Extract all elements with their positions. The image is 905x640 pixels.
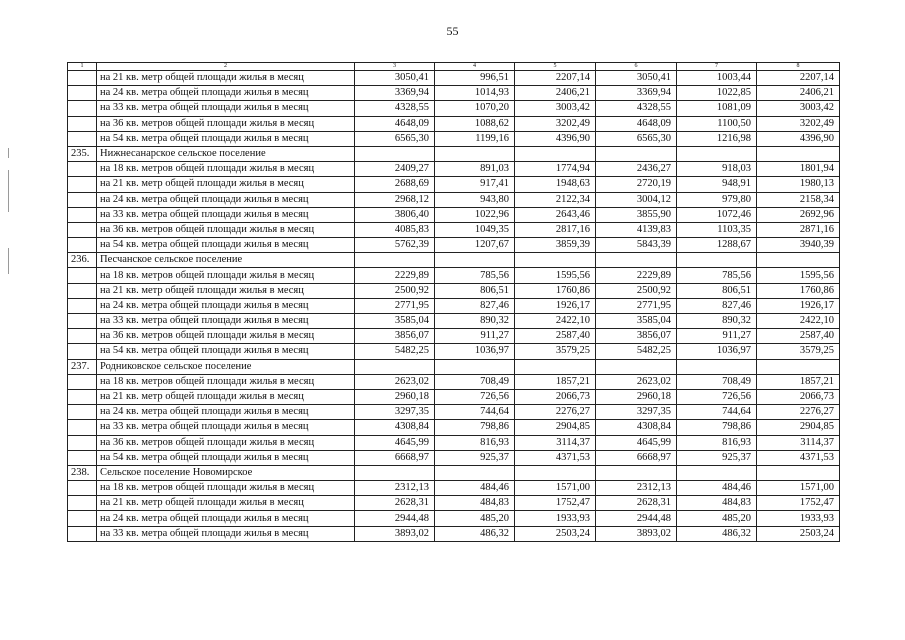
value-cell: 2904,85	[515, 420, 596, 435]
value-cell: 2587,40	[515, 329, 596, 344]
value-cell: 2422,10	[757, 314, 840, 329]
value-cell: 3297,35	[596, 405, 677, 420]
row-index	[68, 481, 97, 496]
row-label: на 24 кв. метра общей площади жилья в месяц	[97, 511, 355, 526]
value-cell: 2229,89	[355, 268, 435, 283]
row-index	[68, 496, 97, 511]
value-cell: 1752,47	[515, 496, 596, 511]
row-label: на 54 кв. метра общей площади жилья в месяц	[97, 131, 355, 146]
table-row	[68, 71, 840, 86]
row-index	[68, 222, 97, 237]
row-label: на 36 кв. метров общей площади жилья в месяц	[97, 116, 355, 131]
value-cell: 484,46	[435, 481, 515, 496]
value-cell	[515, 146, 596, 161]
value-cell: 744,64	[677, 405, 757, 420]
value-cell: 486,32	[435, 526, 515, 541]
value-cell: 2276,27	[515, 405, 596, 420]
value-cell: 2771,95	[596, 298, 677, 313]
value-cell: 1003,44	[677, 71, 757, 86]
value-cell: 708,49	[435, 374, 515, 389]
value-cell: 5482,25	[596, 344, 677, 359]
value-cell: 3369,94	[596, 86, 677, 101]
row-index	[68, 298, 97, 313]
value-cell: 816,93	[435, 435, 515, 450]
value-cell: 4648,09	[355, 116, 435, 131]
value-cell: 979,80	[677, 192, 757, 207]
value-cell: 943,80	[435, 192, 515, 207]
value-cell	[355, 253, 435, 268]
value-cell: 2503,24	[757, 526, 840, 541]
value-cell: 3859,39	[515, 238, 596, 253]
value-cell: 827,46	[677, 298, 757, 313]
value-cell: 1595,56	[757, 268, 840, 283]
settlement-row	[68, 253, 840, 268]
row-label: на 33 кв. метра общей площади жилья в месяц	[97, 101, 355, 116]
value-cell	[435, 253, 515, 268]
value-cell: 3940,39	[757, 238, 840, 253]
table-row	[68, 450, 840, 465]
row-index	[68, 177, 97, 192]
settlement-row	[68, 146, 840, 161]
value-cell: 2158,34	[757, 192, 840, 207]
row-index	[68, 374, 97, 389]
row-label: на 18 кв. метров общей площади жилья в месяц	[97, 481, 355, 496]
value-cell: 1857,21	[757, 374, 840, 389]
value-cell: 4396,90	[757, 131, 840, 146]
value-cell: 2771,95	[355, 298, 435, 313]
value-cell: 2944,48	[596, 511, 677, 526]
value-cell: 744,64	[435, 405, 515, 420]
value-cell: 3585,04	[355, 314, 435, 329]
table-row	[68, 374, 840, 389]
row-index	[68, 435, 97, 450]
table-row	[68, 268, 840, 283]
value-cell	[355, 465, 435, 480]
value-cell: 917,41	[435, 177, 515, 192]
value-cell: 1022,96	[435, 207, 515, 222]
table-row	[68, 481, 840, 496]
table-row	[68, 511, 840, 526]
value-cell: 3893,02	[596, 526, 677, 541]
value-cell: 891,03	[435, 162, 515, 177]
value-cell: 484,83	[677, 496, 757, 511]
column-number: 5	[515, 63, 596, 71]
value-cell: 3585,04	[596, 314, 677, 329]
value-cell: 890,32	[677, 314, 757, 329]
settlement-name: Нижнесанарское сельское поселение	[97, 146, 355, 161]
value-cell: 1014,93	[435, 86, 515, 101]
value-cell: 2692,96	[757, 207, 840, 222]
value-cell: 2960,18	[596, 389, 677, 404]
row-label: на 33 кв. метра общей площади жилья в месяц	[97, 314, 355, 329]
value-cell: 890,32	[435, 314, 515, 329]
value-cell: 2503,24	[515, 526, 596, 541]
value-cell	[677, 465, 757, 480]
value-cell: 2904,85	[757, 420, 840, 435]
value-cell: 2960,18	[355, 389, 435, 404]
row-label: на 36 кв. метров общей площади жилья в месяц	[97, 222, 355, 237]
value-cell: 2623,02	[596, 374, 677, 389]
value-cell: 2720,19	[596, 177, 677, 192]
table-row	[68, 162, 840, 177]
value-cell: 2406,21	[515, 86, 596, 101]
column-number: 2	[97, 63, 355, 71]
value-cell: 2207,14	[757, 71, 840, 86]
left-margin-mark	[8, 248, 9, 274]
value-cell: 2422,10	[515, 314, 596, 329]
value-cell	[355, 359, 435, 374]
value-cell: 911,27	[677, 329, 757, 344]
row-label: на 54 кв. метра общей площади жилья в месяц	[97, 450, 355, 465]
table-row	[68, 177, 840, 192]
settlement-row	[68, 465, 840, 480]
row-label: на 33 кв. метра общей площади жилья в месяц	[97, 207, 355, 222]
value-cell: 806,51	[435, 283, 515, 298]
value-cell: 816,93	[677, 435, 757, 450]
value-cell: 2500,92	[355, 283, 435, 298]
row-index	[68, 86, 97, 101]
value-cell: 918,03	[677, 162, 757, 177]
value-cell: 948,91	[677, 177, 757, 192]
column-number: 3	[355, 63, 435, 71]
value-cell: 2122,34	[515, 192, 596, 207]
table-row	[68, 526, 840, 541]
row-label: на 21 кв. метр общей площади жилья в месяц	[97, 389, 355, 404]
table-row	[68, 435, 840, 450]
value-cell	[677, 253, 757, 268]
row-label: на 18 кв. метров общей площади жилья в месяц	[97, 374, 355, 389]
value-cell: 1926,17	[757, 298, 840, 313]
value-cell: 3114,37	[515, 435, 596, 450]
value-cell	[355, 146, 435, 161]
value-cell: 484,83	[435, 496, 515, 511]
value-cell	[435, 465, 515, 480]
value-cell	[757, 465, 840, 480]
value-cell: 1088,62	[435, 116, 515, 131]
row-index: 237.	[68, 359, 97, 374]
value-cell: 1980,13	[757, 177, 840, 192]
value-cell	[515, 253, 596, 268]
value-cell: 2312,13	[355, 481, 435, 496]
value-cell: 1216,98	[677, 131, 757, 146]
row-index	[68, 344, 97, 359]
value-cell: 1036,97	[677, 344, 757, 359]
value-cell: 4371,53	[757, 450, 840, 465]
value-cell: 5843,39	[596, 238, 677, 253]
value-cell: 2688,69	[355, 177, 435, 192]
value-cell	[596, 253, 677, 268]
settlement-name: Песчанское сельское поселение	[97, 253, 355, 268]
row-index	[68, 329, 97, 344]
value-cell: 798,86	[677, 420, 757, 435]
value-cell: 4308,84	[355, 420, 435, 435]
value-cell: 2587,40	[757, 329, 840, 344]
value-cell: 1049,35	[435, 222, 515, 237]
value-cell: 3003,42	[515, 101, 596, 116]
value-cell: 2628,31	[355, 496, 435, 511]
table-row	[68, 344, 840, 359]
row-index	[68, 207, 97, 222]
value-cell: 2409,27	[355, 162, 435, 177]
row-index	[68, 420, 97, 435]
value-cell: 2500,92	[596, 283, 677, 298]
value-cell: 3202,49	[515, 116, 596, 131]
row-label: на 33 кв. метра общей площади жилья в месяц	[97, 420, 355, 435]
value-cell: 6565,30	[596, 131, 677, 146]
value-cell	[596, 465, 677, 480]
value-cell: 485,20	[435, 511, 515, 526]
value-cell: 3893,02	[355, 526, 435, 541]
row-label: на 21 кв. метр общей площади жилья в месяц	[97, 177, 355, 192]
value-cell: 2944,48	[355, 511, 435, 526]
row-index	[68, 283, 97, 298]
value-cell: 4371,53	[515, 450, 596, 465]
value-cell: 785,56	[435, 268, 515, 283]
value-cell: 4645,99	[355, 435, 435, 450]
value-cell: 2207,14	[515, 71, 596, 86]
value-cell: 2436,27	[596, 162, 677, 177]
value-cell: 806,51	[677, 283, 757, 298]
value-cell: 3004,12	[596, 192, 677, 207]
value-cell: 911,27	[435, 329, 515, 344]
table-row	[68, 222, 840, 237]
value-cell: 1199,16	[435, 131, 515, 146]
value-cell: 2066,73	[515, 389, 596, 404]
table-row	[68, 283, 840, 298]
value-cell	[435, 146, 515, 161]
settlement-name: Сельское поселение Новомирское	[97, 465, 355, 480]
table-row	[68, 238, 840, 253]
table-row	[68, 86, 840, 101]
settlement-row	[68, 359, 840, 374]
value-cell: 3050,41	[355, 71, 435, 86]
table-row	[68, 496, 840, 511]
value-cell: 1081,09	[677, 101, 757, 116]
row-index	[68, 268, 97, 283]
value-cell: 3856,07	[355, 329, 435, 344]
value-cell: 2968,12	[355, 192, 435, 207]
column-number: 1	[68, 63, 97, 71]
column-number: 4	[435, 63, 515, 71]
value-cell: 1595,56	[515, 268, 596, 283]
value-cell: 1022,85	[677, 86, 757, 101]
value-cell	[515, 359, 596, 374]
row-label: на 54 кв. метра общей площади жилья в месяц	[97, 238, 355, 253]
column-number: 8	[757, 63, 840, 71]
value-cell: 4645,99	[596, 435, 677, 450]
value-cell: 1801,94	[757, 162, 840, 177]
value-cell: 1752,47	[757, 496, 840, 511]
value-cell: 1948,63	[515, 177, 596, 192]
value-cell: 1760,86	[515, 283, 596, 298]
value-cell: 1288,67	[677, 238, 757, 253]
row-label: на 21 кв. метр общей площади жилья в месяц	[97, 496, 355, 511]
value-cell: 1103,35	[677, 222, 757, 237]
table-row	[68, 207, 840, 222]
value-cell: 925,37	[435, 450, 515, 465]
value-cell	[515, 465, 596, 480]
value-cell	[435, 359, 515, 374]
value-cell: 785,56	[677, 268, 757, 283]
table-row	[68, 192, 840, 207]
value-cell: 1036,97	[435, 344, 515, 359]
table-row	[68, 131, 840, 146]
value-cell: 1760,86	[757, 283, 840, 298]
value-cell: 4648,09	[596, 116, 677, 131]
value-cell: 2623,02	[355, 374, 435, 389]
value-cell: 726,56	[677, 389, 757, 404]
value-cell: 925,37	[677, 450, 757, 465]
value-cell: 4328,55	[355, 101, 435, 116]
column-number-row	[68, 63, 840, 71]
table-row	[68, 116, 840, 131]
row-label: на 18 кв. метров общей площади жилья в месяц	[97, 162, 355, 177]
value-cell: 484,46	[677, 481, 757, 496]
value-cell: 996,51	[435, 71, 515, 86]
value-cell: 726,56	[435, 389, 515, 404]
row-label: на 54 кв. метра общей площади жилья в месяц	[97, 344, 355, 359]
value-cell: 1207,67	[435, 238, 515, 253]
row-index	[68, 116, 97, 131]
table-row	[68, 329, 840, 344]
left-margin-mark	[8, 170, 9, 212]
value-cell: 6565,30	[355, 131, 435, 146]
row-index: 238.	[68, 465, 97, 480]
value-cell: 2229,89	[596, 268, 677, 283]
value-cell: 3369,94	[355, 86, 435, 101]
value-cell: 5762,39	[355, 238, 435, 253]
row-index	[68, 101, 97, 116]
value-cell: 3856,07	[596, 329, 677, 344]
row-label: на 24 кв. метра общей площади жилья в месяц	[97, 86, 355, 101]
value-cell: 1926,17	[515, 298, 596, 313]
value-cell: 3855,90	[596, 207, 677, 222]
value-cell: 4308,84	[596, 420, 677, 435]
value-cell: 2643,46	[515, 207, 596, 222]
left-margin-mark	[8, 148, 9, 158]
row-index	[68, 450, 97, 465]
column-number: 6	[596, 63, 677, 71]
value-cell: 2312,13	[596, 481, 677, 496]
value-cell: 4139,83	[596, 222, 677, 237]
row-label: на 36 кв. метров общей площади жилья в месяц	[97, 329, 355, 344]
value-cell: 3114,37	[757, 435, 840, 450]
table-row	[68, 405, 840, 420]
table-row	[68, 101, 840, 116]
value-cell: 1774,94	[515, 162, 596, 177]
column-number: 7	[677, 63, 757, 71]
row-index	[68, 71, 97, 86]
value-cell: 4396,90	[515, 131, 596, 146]
value-cell: 486,32	[677, 526, 757, 541]
row-label: на 24 кв. метра общей площади жилья в месяц	[97, 405, 355, 420]
value-cell	[757, 146, 840, 161]
table-row	[68, 420, 840, 435]
row-index	[68, 405, 97, 420]
row-label: на 18 кв. метров общей площади жилья в месяц	[97, 268, 355, 283]
value-cell: 1571,00	[757, 481, 840, 496]
value-cell: 2406,21	[757, 86, 840, 101]
value-cell	[757, 253, 840, 268]
table-row	[68, 298, 840, 313]
value-cell: 3202,49	[757, 116, 840, 131]
value-cell	[757, 359, 840, 374]
row-label: на 36 кв. метров общей площади жилья в месяц	[97, 435, 355, 450]
page-number: 55	[446, 24, 459, 38]
value-cell: 3297,35	[355, 405, 435, 420]
value-cell: 1571,00	[515, 481, 596, 496]
value-cell	[677, 146, 757, 161]
table-row	[68, 389, 840, 404]
row-index	[68, 511, 97, 526]
value-cell: 827,46	[435, 298, 515, 313]
tariff-table	[67, 62, 840, 542]
row-label: на 21 кв. метр общей площади жилья в месяц	[97, 283, 355, 298]
value-cell: 2066,73	[757, 389, 840, 404]
value-cell: 1072,46	[677, 207, 757, 222]
value-cell	[596, 146, 677, 161]
row-index	[68, 314, 97, 329]
row-index	[68, 526, 97, 541]
value-cell: 1100,50	[677, 116, 757, 131]
table-row	[68, 314, 840, 329]
row-label: на 33 кв. метра общей площади жилья в месяц	[97, 526, 355, 541]
value-cell	[677, 359, 757, 374]
value-cell: 6668,97	[596, 450, 677, 465]
value-cell: 1857,21	[515, 374, 596, 389]
value-cell: 1933,93	[515, 511, 596, 526]
row-index: 236.	[68, 253, 97, 268]
value-cell: 3003,42	[757, 101, 840, 116]
value-cell: 6668,97	[355, 450, 435, 465]
value-cell: 2871,16	[757, 222, 840, 237]
row-index	[68, 162, 97, 177]
value-cell: 1070,20	[435, 101, 515, 116]
row-index	[68, 389, 97, 404]
value-cell: 2276,27	[757, 405, 840, 420]
value-cell: 3579,25	[515, 344, 596, 359]
row-index: 235.	[68, 146, 97, 161]
value-cell: 708,49	[677, 374, 757, 389]
value-cell: 4085,83	[355, 222, 435, 237]
row-index	[68, 131, 97, 146]
row-label: на 24 кв. метра общей площади жилья в месяц	[97, 298, 355, 313]
value-cell: 485,20	[677, 511, 757, 526]
value-cell: 3050,41	[596, 71, 677, 86]
value-cell: 2817,16	[515, 222, 596, 237]
value-cell: 3806,40	[355, 207, 435, 222]
row-label: на 24 кв. метра общей площади жилья в месяц	[97, 192, 355, 207]
value-cell: 4328,55	[596, 101, 677, 116]
value-cell: 2628,31	[596, 496, 677, 511]
value-cell	[596, 359, 677, 374]
row-index	[68, 192, 97, 207]
settlement-name: Родниковское сельское поселение	[97, 359, 355, 374]
value-cell: 798,86	[435, 420, 515, 435]
row-index	[68, 238, 97, 253]
row-label: на 21 кв. метр общей площади жилья в месяц	[97, 71, 355, 86]
value-cell: 5482,25	[355, 344, 435, 359]
value-cell: 3579,25	[757, 344, 840, 359]
value-cell: 1933,93	[757, 511, 840, 526]
